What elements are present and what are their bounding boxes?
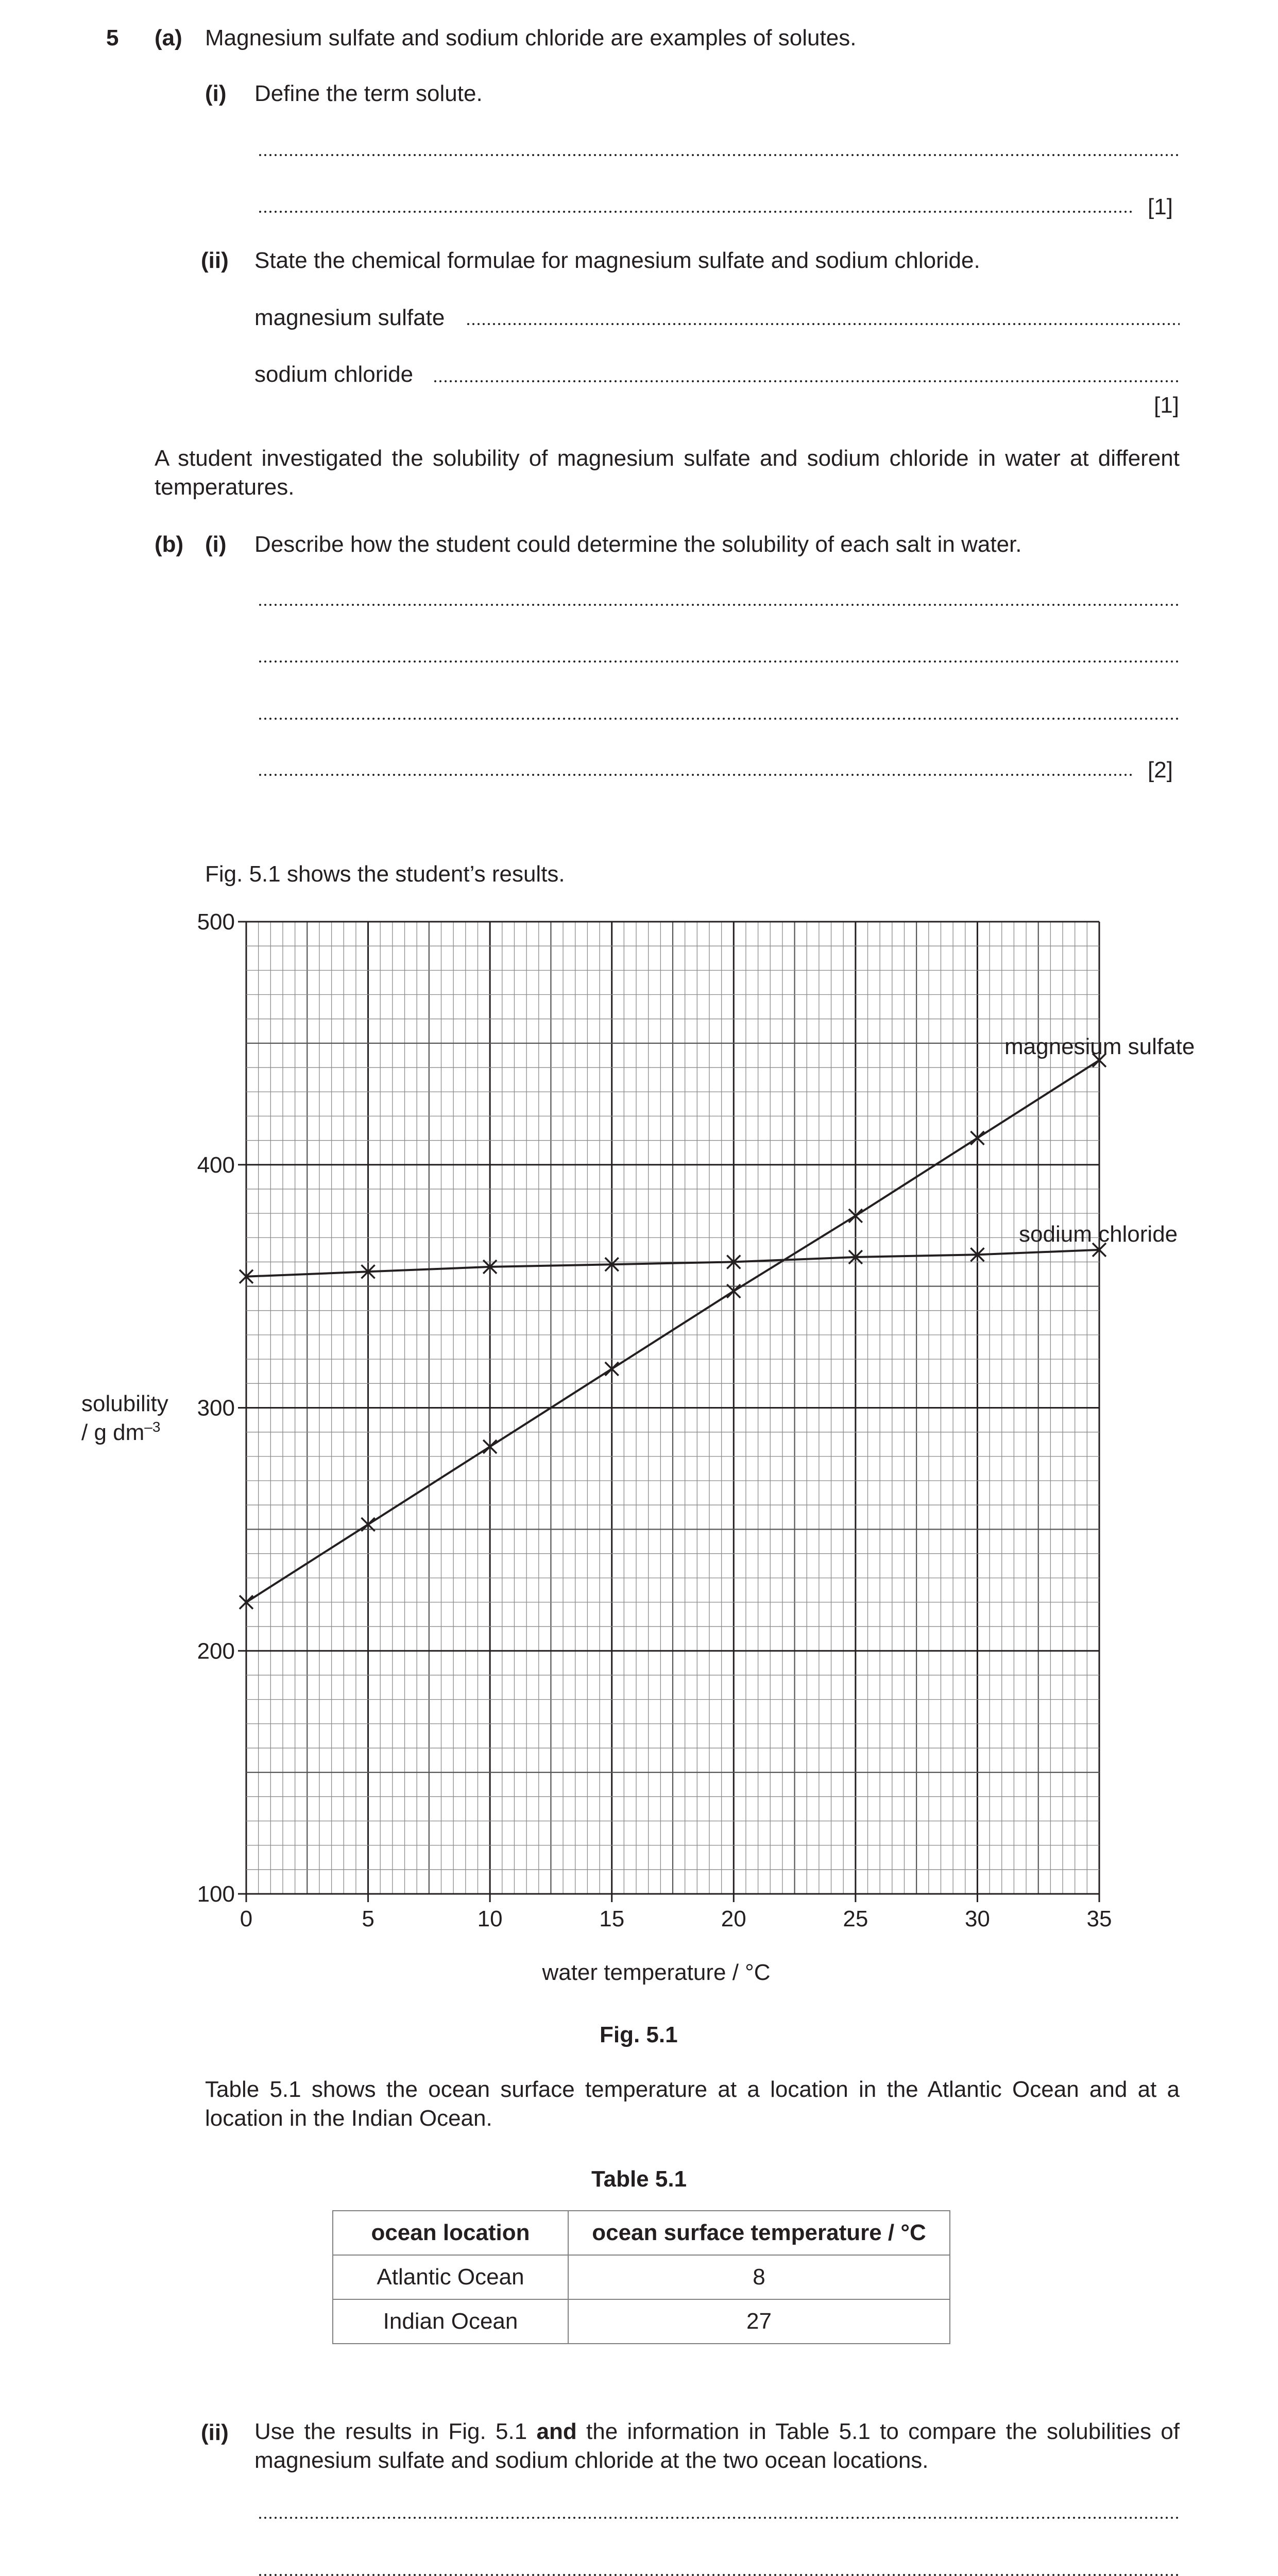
marks-a-i: [1] <box>1148 194 1173 219</box>
figure-caption: Fig. 5.1 <box>600 2022 678 2047</box>
x-tick-label: 35 <box>1086 1906 1112 1931</box>
y-tick-label: 500 <box>197 909 235 935</box>
x-tick-label: 5 <box>362 1906 374 1931</box>
nacl-label: sodium chloride <box>254 362 414 387</box>
investigation-intro: A student investigated the solubility of magnesium sulfate and sodium chloride in water at different temperatures. <box>155 446 1180 500</box>
part-b-i-question: Describe how the student could determine the solubility of each salt in water. <box>254 532 1022 557</box>
table-row <box>333 2299 950 2344</box>
table-intro: Table 5.1 shows the ocean surface temperature at a location in the Atlantic Ocean and at a location in the Indian Ocean. <box>205 2077 1180 2131</box>
table-header-cell: ocean surface temperature / °C <box>568 2211 950 2255</box>
mgso4-label: magnesium sulfate <box>254 305 445 330</box>
answer-line[interactable] <box>258 2574 1180 2576</box>
part-b-i-label: (i) <box>205 532 227 557</box>
table-header-row <box>333 2211 950 2255</box>
x-tick-label: 30 <box>964 1906 990 1931</box>
x-tick-label: 0 <box>240 1906 253 1931</box>
y-tick-label: 200 <box>197 1638 235 1664</box>
part-a-ii-label: (ii) <box>201 248 229 273</box>
part-a-i-label: (i) <box>205 81 227 106</box>
part-b-label: (b) <box>155 532 184 557</box>
table-cell: 27 <box>568 2299 950 2344</box>
x-tick-label: 25 <box>843 1906 868 1931</box>
table-cell: 8 <box>568 2255 950 2299</box>
x-axis-label: water temperature / °C <box>542 1960 771 1985</box>
table-cell: Indian Ocean <box>333 2299 568 2344</box>
answer-line[interactable] <box>258 2517 1180 2519</box>
question-number: 5 <box>106 25 119 50</box>
table-title: Table 5.1 <box>591 2166 687 2192</box>
part-a-stem: Magnesium sulfate and sodium chloride are examples of solutes. <box>205 25 857 50</box>
marks-a-ii: [1] <box>1154 393 1179 418</box>
table-cell: Atlantic Ocean <box>333 2255 568 2299</box>
part-a-i-question: Define the term solute. <box>254 81 483 106</box>
y-tick-label: 100 <box>197 1882 235 1907</box>
x-tick-label: 10 <box>477 1906 503 1931</box>
table-header-cell: ocean location <box>333 2211 568 2255</box>
part-a-label: (a) <box>155 25 182 50</box>
table-row <box>333 2255 950 2299</box>
series-label-magnesium-sulfate: magnesium sulfate <box>1004 1034 1195 1059</box>
y-axis-label-line1: solubility <box>81 1391 168 1416</box>
part-b-ii-label: (ii) <box>201 2420 229 2445</box>
marks-b-i: [2] <box>1148 757 1173 783</box>
part-b-ii-question: Use the results in Fig. 5.1 and the information in Table 5.1 to compare the solubilities of magnesium sulfate and sodium chloride at the two ocean locations. <box>254 2419 1180 2473</box>
x-tick-label: 15 <box>599 1906 625 1931</box>
figure-intro: Fig. 5.1 shows the student’s results. <box>205 861 565 887</box>
series-label-sodium-chloride: sodium chloride <box>1019 1222 1178 1247</box>
ocean-temperature-table <box>332 2210 950 2344</box>
y-tick-label: 300 <box>197 1395 235 1421</box>
x-tick-label: 20 <box>721 1906 746 1931</box>
y-tick-label: 400 <box>197 1152 235 1178</box>
part-a-ii-question: State the chemical formulae for magnesium sulfate and sodium chloride. <box>254 248 980 273</box>
y-axis-label-line2: / g $dm^{-3}$ <box>81 1419 161 1445</box>
